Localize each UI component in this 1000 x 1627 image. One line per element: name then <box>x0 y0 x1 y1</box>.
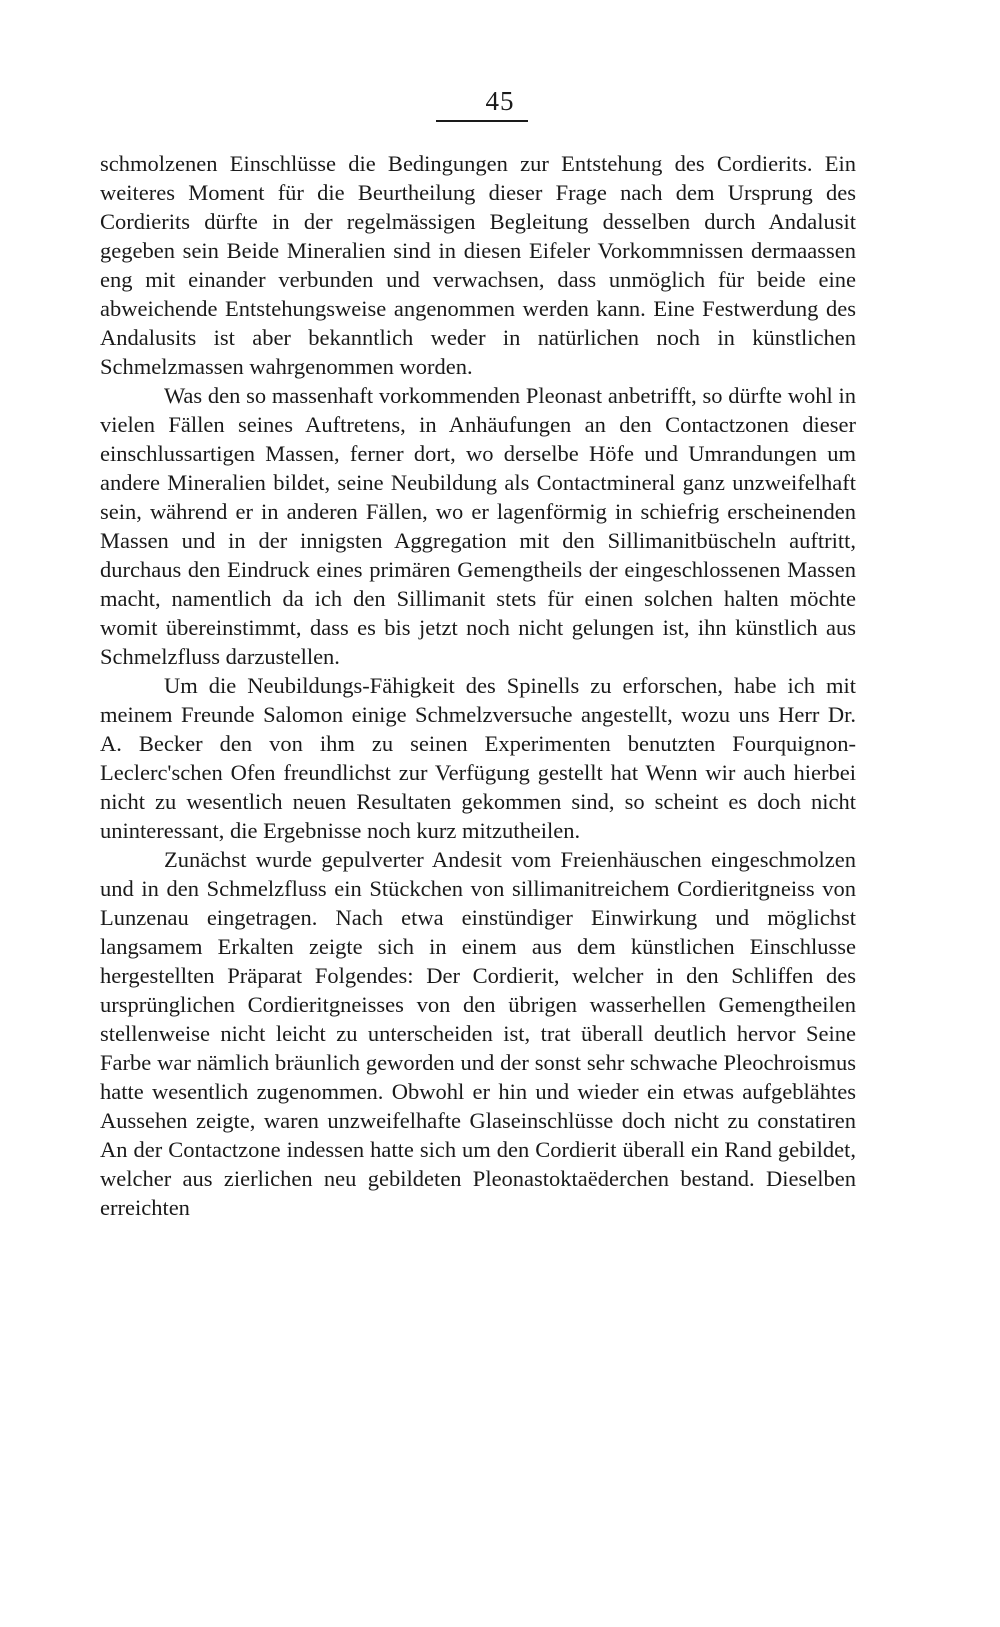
paragraph-3: Um die Neubildungs-Fähigkeit des Spinells zu erforschen, habe ich mit meinem Freunde Salomon einige Schmelzversuche angestellt, wozu uns Herr Dr. A. Becker den von ihm zu seinen Experimenten benutzten Fourquignon-Leclerc'schen Ofen freundlichst zur Verfügung gestellt hat Wenn wir auch hierbei nicht zu wesentlich neuen Resultaten gekommen sind, so scheint es doch nicht uninteressant, die Ergebnisse noch kurz mitzutheilen. <box>100 673 856 843</box>
paragraph-2: Was den so massenhaft vorkommenden Pleonast anbetrifft, so dürfte wohl in vielen Fällen seines Auftretens, in Anhäufungen an den Contactzonen dieser einschlussartigen Massen, ferner dort, wo derselbe Höfe und Umrandungen um andere Mineralien bildet, seine Neubildung als Contactmineral ganz unzweifelhaft sein, während er in anderen Fällen, wo er lagenförmig in schiefrig erscheinenden Massen und in der innigsten Aggregation mit den Sillimanitbüscheln auftritt, durchaus den Eindruck eines primären Gemengtheils der eingeschlossenen Massen macht, namentlich da ich den Sillimanit stets für einen solchen halten möchte womit übereinstimmt, dass es bis jetzt noch nicht gelungen ist, ihn künstlich aus Schmelzfluss darzustellen. <box>100 383 856 669</box>
paragraph-1: schmolzenen Einschlüsse die Bedingungen zur Entstehung des Cordierits. Ein weiteres Moment für die Beurtheilung dieser Frage nach dem Ursprung des Cordierits dürfte in der regelmässigen Begleitung desselben durch Andalusit gegeben sein Beide Mineralien sind in diesen Eifeler Vorkommnissen dermaassen eng mit einander verbunden und verwachsen, dass unmöglich für beide eine abweichende Entstehungsweise angenommen werden kann. Eine Festwerdung des Andalusits ist aber bekanntlich weder in natürlichen noch in künstlichen Schmelzmassen wahrgenommen worden. <box>100 151 856 379</box>
paragraph-4: Zunächst wurde gepulverter Andesit vom Freienhäuschen eingeschmolzen und in den Schmelzfluss ein Stückchen von sillimanitreichem Cordieritgneiss von Lunzenau eingetragen. Nach etwa einstündiger Einwirkung und möglichst langsamem Erkalten zeigte sich in einem aus dem künstlichen Einschlusse hergestellten Präparat Folgendes: Der Cordierit, welcher in den Schliffen des ursprünglichen Cordieritgneisses von den übrigen wasserhellen Gemengtheilen stellenweise nicht leicht zu unterscheiden ist, trat überall deutlich hervor Seine Farbe war nämlich bräunlich geworden und der sonst sehr schwache Pleochroismus hatte wesentlich zugenommen. Obwohl er hin und wieder ein etwas aufgeblähtes Aussehen zeigte, waren unzweifelhafte Glaseinschlüsse doch nicht zu constatiren An der Contactzone indessen hatte sich um den Cordierit überall ein Rand gebildet, welcher aus zierlichen neu gebildeten Pleonastoktaëderchen bestand. Dieselben erreichten <box>100 847 856 1220</box>
header-rule <box>436 120 528 122</box>
body-text <box>100 149 856 1222</box>
page-number: 45 <box>485 86 515 116</box>
